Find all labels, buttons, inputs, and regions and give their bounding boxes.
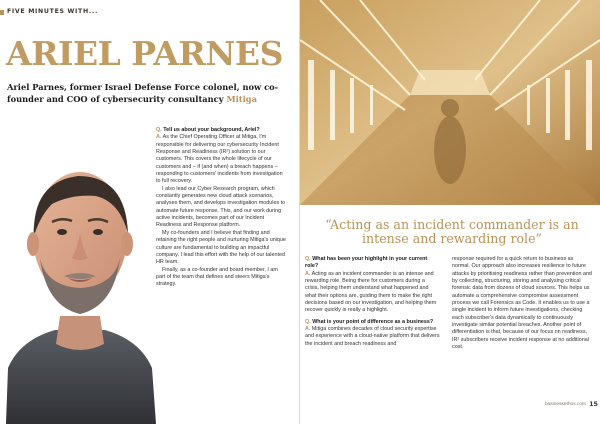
standfirst [7, 82, 287, 105]
answer-3-continued: response required for a quick return to business as normal. Our approach also increases resilience to future attacks by prioritising readiness rather than prevention and by collecting, structuring, storing and analysing critical forensic data from dozens of cloud sources. This helps us automate a comprehensive compromise assessment process we call Forensics as Code. It enables us to use a single incident to inform future investigations, checking each subscriber's data dynamically to continuously investigate similar potential breaches. Another point of differentiation is that, because of our focus on readiness, IR² subscribers receive incident response at no additional cost. [452, 256, 592, 351]
answer-3: A. Mitiga combines decades of cloud security expertise and experience with a cloud-native platform that delivers the incident and breach readiness and [305, 326, 440, 347]
question-1: Q. Tell us about your background, Ariel? [156, 127, 260, 133]
right-page [300, 0, 600, 424]
answer-1-paragraph-4: Finally, as a co-founder and board member, I am part of the team that defines and steers Mitiga's strategy. [156, 266, 278, 288]
answer-1-paragraph-3: My co-founders and I believe that finding and retaining the right people and nurturing Mitiga's unique culture are fundamental to building an impactful company. I lead this effort with the help of our talented HR team. [156, 229, 286, 266]
server-corridor-photo [300, 0, 600, 205]
standfirst-company: Mitiga [226, 93, 257, 104]
qa-column-right-1 [305, 256, 440, 348]
question-2: Q. What has been your highlight in your current role? [305, 256, 428, 270]
pull-quote: “Acting as an incident commander is an intense and rewarding role” [325, 217, 579, 246]
section-kicker: FIVE MINUTES WITH... [7, 8, 98, 15]
standfirst-text: Ariel Parnes, former Israel Defense Force colonel, now co-founder and COO of cybersecurity consultancy [7, 82, 279, 104]
answer-2: A. Acting as an incident commander is an intense and rewarding role. Being there for customers during a crisis, helping them understand what happened and what their options are, guiding them to make the right decisions based on our investigation, and helping them recover quickly is really a highlight. [305, 270, 437, 314]
article-headline: ARIEL PARNES [6, 34, 283, 73]
qa-column-left [156, 127, 288, 289]
kicker-marker [0, 10, 4, 15]
page-number: 15 [589, 400, 598, 408]
footer-url: businessethos.com [544, 402, 586, 407]
answer-1: A. As the Chief Operating Officer at Mitiga, I'm responsible for delivering our cybersecurity Incident Response and Readiness (IR²) solution to our customers. This covers the whole lifecycle of our customers and – if (and when) a breach happens – responding to customers' incidents from investigation to full recovery. [156, 134, 283, 185]
question-3: Q. What is your point of difference as a business? [305, 318, 434, 325]
portrait-photo [0, 118, 160, 424]
qa-column-right-2 [452, 256, 592, 351]
answer-1-paragraph-2: I also lead our Cyber Research program, which constantly generates new cloud attack scenarios, analyses them, and develops investigation modules to automate future response. This, and our work during active incidents, becomes part of our Incident Readiness and Response platform. [156, 185, 286, 229]
